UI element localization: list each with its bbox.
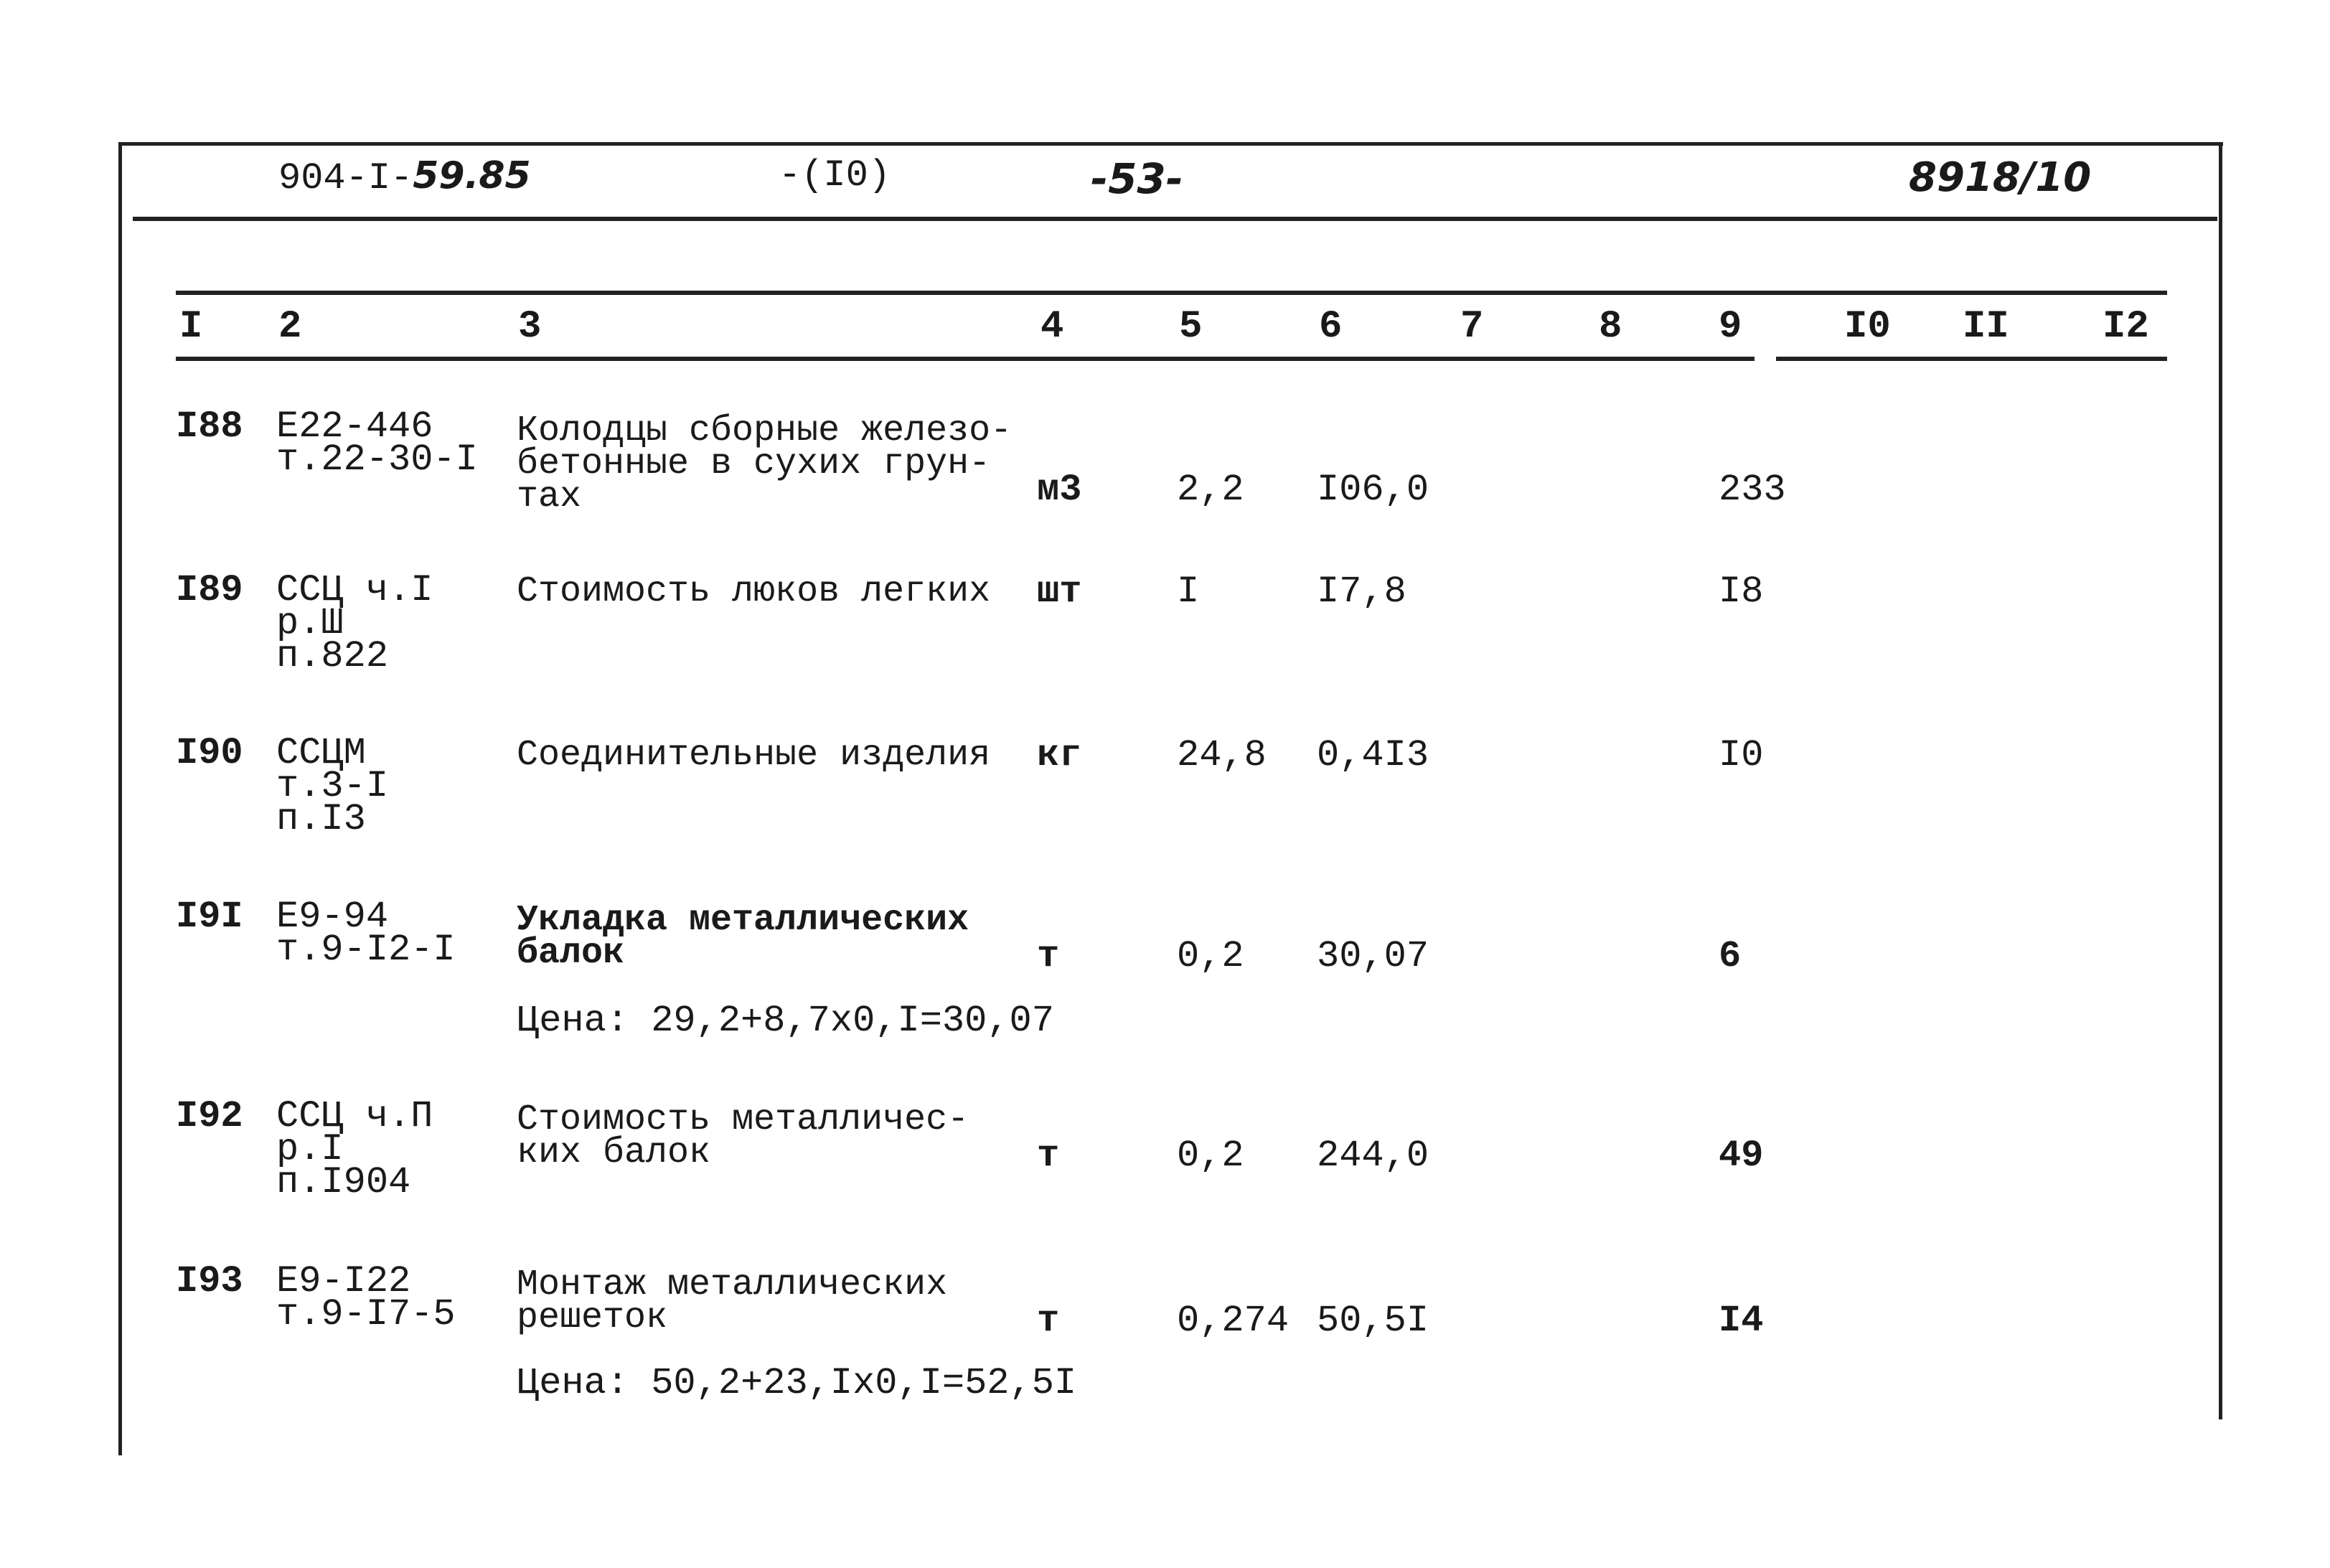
col-header-3: 3	[518, 305, 542, 349]
row-total: 233	[1719, 469, 1786, 511]
row-quantity: 2,2	[1177, 469, 1244, 511]
col-header-2: 2	[278, 305, 302, 349]
row-price: 0,4I3	[1317, 734, 1429, 776]
doc-code-handwritten: 59.85	[413, 154, 531, 197]
row-unit: шт	[1037, 571, 1082, 613]
sheet-number: 8918/10	[1909, 154, 2092, 201]
row-code: ССЦ ч.П р.I п.I904	[276, 1095, 433, 1203]
col-header-7: 7	[1460, 305, 1484, 349]
row-price-note: Цена: 29,2+8,7х0,I=30,07	[517, 1000, 1054, 1042]
row-price-note: Цена: 50,2+23,Iх0,I=52,5I	[517, 1362, 1077, 1404]
col-header-8: 8	[1599, 305, 1622, 349]
row-number: I9I	[176, 896, 243, 938]
row-code: Е9-94 т.9-I2-I	[276, 896, 456, 971]
row-total: I4	[1719, 1300, 1764, 1342]
row-code: ССЦ ч.I р.Ш п.822	[276, 569, 433, 677]
table-header-rule-right	[1776, 357, 2167, 361]
row-price: I7,8	[1317, 571, 1406, 613]
col-header-1: I	[179, 305, 203, 349]
row-description: Укладка металлических балок	[517, 900, 969, 974]
row-number: I90	[176, 732, 243, 774]
row-code: ССЦМ т.3-I п.I3	[276, 732, 389, 840]
row-total: 6	[1719, 935, 1742, 977]
row-quantity: 24,8	[1177, 734, 1267, 776]
row-number: I93	[176, 1260, 243, 1302]
row-total: I8	[1719, 571, 1764, 613]
row-number: I88	[176, 405, 243, 448]
col-header-5: 5	[1179, 305, 1203, 349]
row-description: Стоимость металличес- ких балок	[517, 1099, 969, 1173]
row-number: I89	[176, 569, 243, 611]
row-price: 50,5I	[1317, 1300, 1429, 1342]
row-number: I92	[176, 1095, 243, 1137]
row-unit: м3	[1037, 469, 1082, 511]
col-header-10: I0	[1844, 305, 1891, 349]
frame-right-border	[2219, 142, 2222, 1419]
row-unit: кг	[1037, 734, 1082, 776]
page-number: -53-	[1091, 154, 1183, 203]
row-description: Колодцы сборные железо- бетонные в сухих грун- тах	[517, 410, 1013, 517]
row-quantity: 0,2	[1177, 935, 1244, 977]
row-unit: т	[1037, 1135, 1060, 1177]
row-code: Е9-I22 т.9-I7-5	[276, 1260, 456, 1335]
col-header-4: 4	[1040, 305, 1064, 349]
section-number: -(I0)	[779, 154, 891, 197]
col-header-12: I2	[2103, 305, 2149, 349]
col-header-11: II	[1963, 305, 2009, 349]
row-price: 244,0	[1317, 1135, 1429, 1177]
table-header-rule-left	[176, 357, 1754, 361]
frame-top-border	[122, 142, 2223, 146]
row-quantity: 0,2	[1177, 1135, 1244, 1177]
table-top-rule	[176, 291, 2167, 295]
row-code: Е22-446 т.22-30-I	[276, 405, 478, 481]
row-total: I0	[1719, 734, 1764, 776]
frame-left-border	[118, 142, 122, 1455]
col-header-9: 9	[1719, 305, 1742, 349]
row-unit: т	[1037, 1300, 1060, 1342]
row-quantity: I	[1177, 571, 1200, 613]
col-header-6: 6	[1319, 305, 1343, 349]
row-description: Монтаж металлических решеток	[517, 1264, 948, 1338]
header-divider	[133, 217, 2217, 221]
row-unit: т	[1037, 935, 1060, 977]
row-price: 30,07	[1317, 935, 1429, 977]
doc-code-prefix: 904-I-	[278, 157, 413, 199]
row-description: Стоимость люков легких	[517, 571, 991, 612]
doc-code	[278, 154, 531, 199]
row-total: 49	[1719, 1135, 1764, 1177]
row-price: I06,0	[1317, 469, 1429, 511]
row-quantity: 0,274	[1177, 1300, 1290, 1342]
row-description: Соединительные изделия	[517, 735, 991, 776]
